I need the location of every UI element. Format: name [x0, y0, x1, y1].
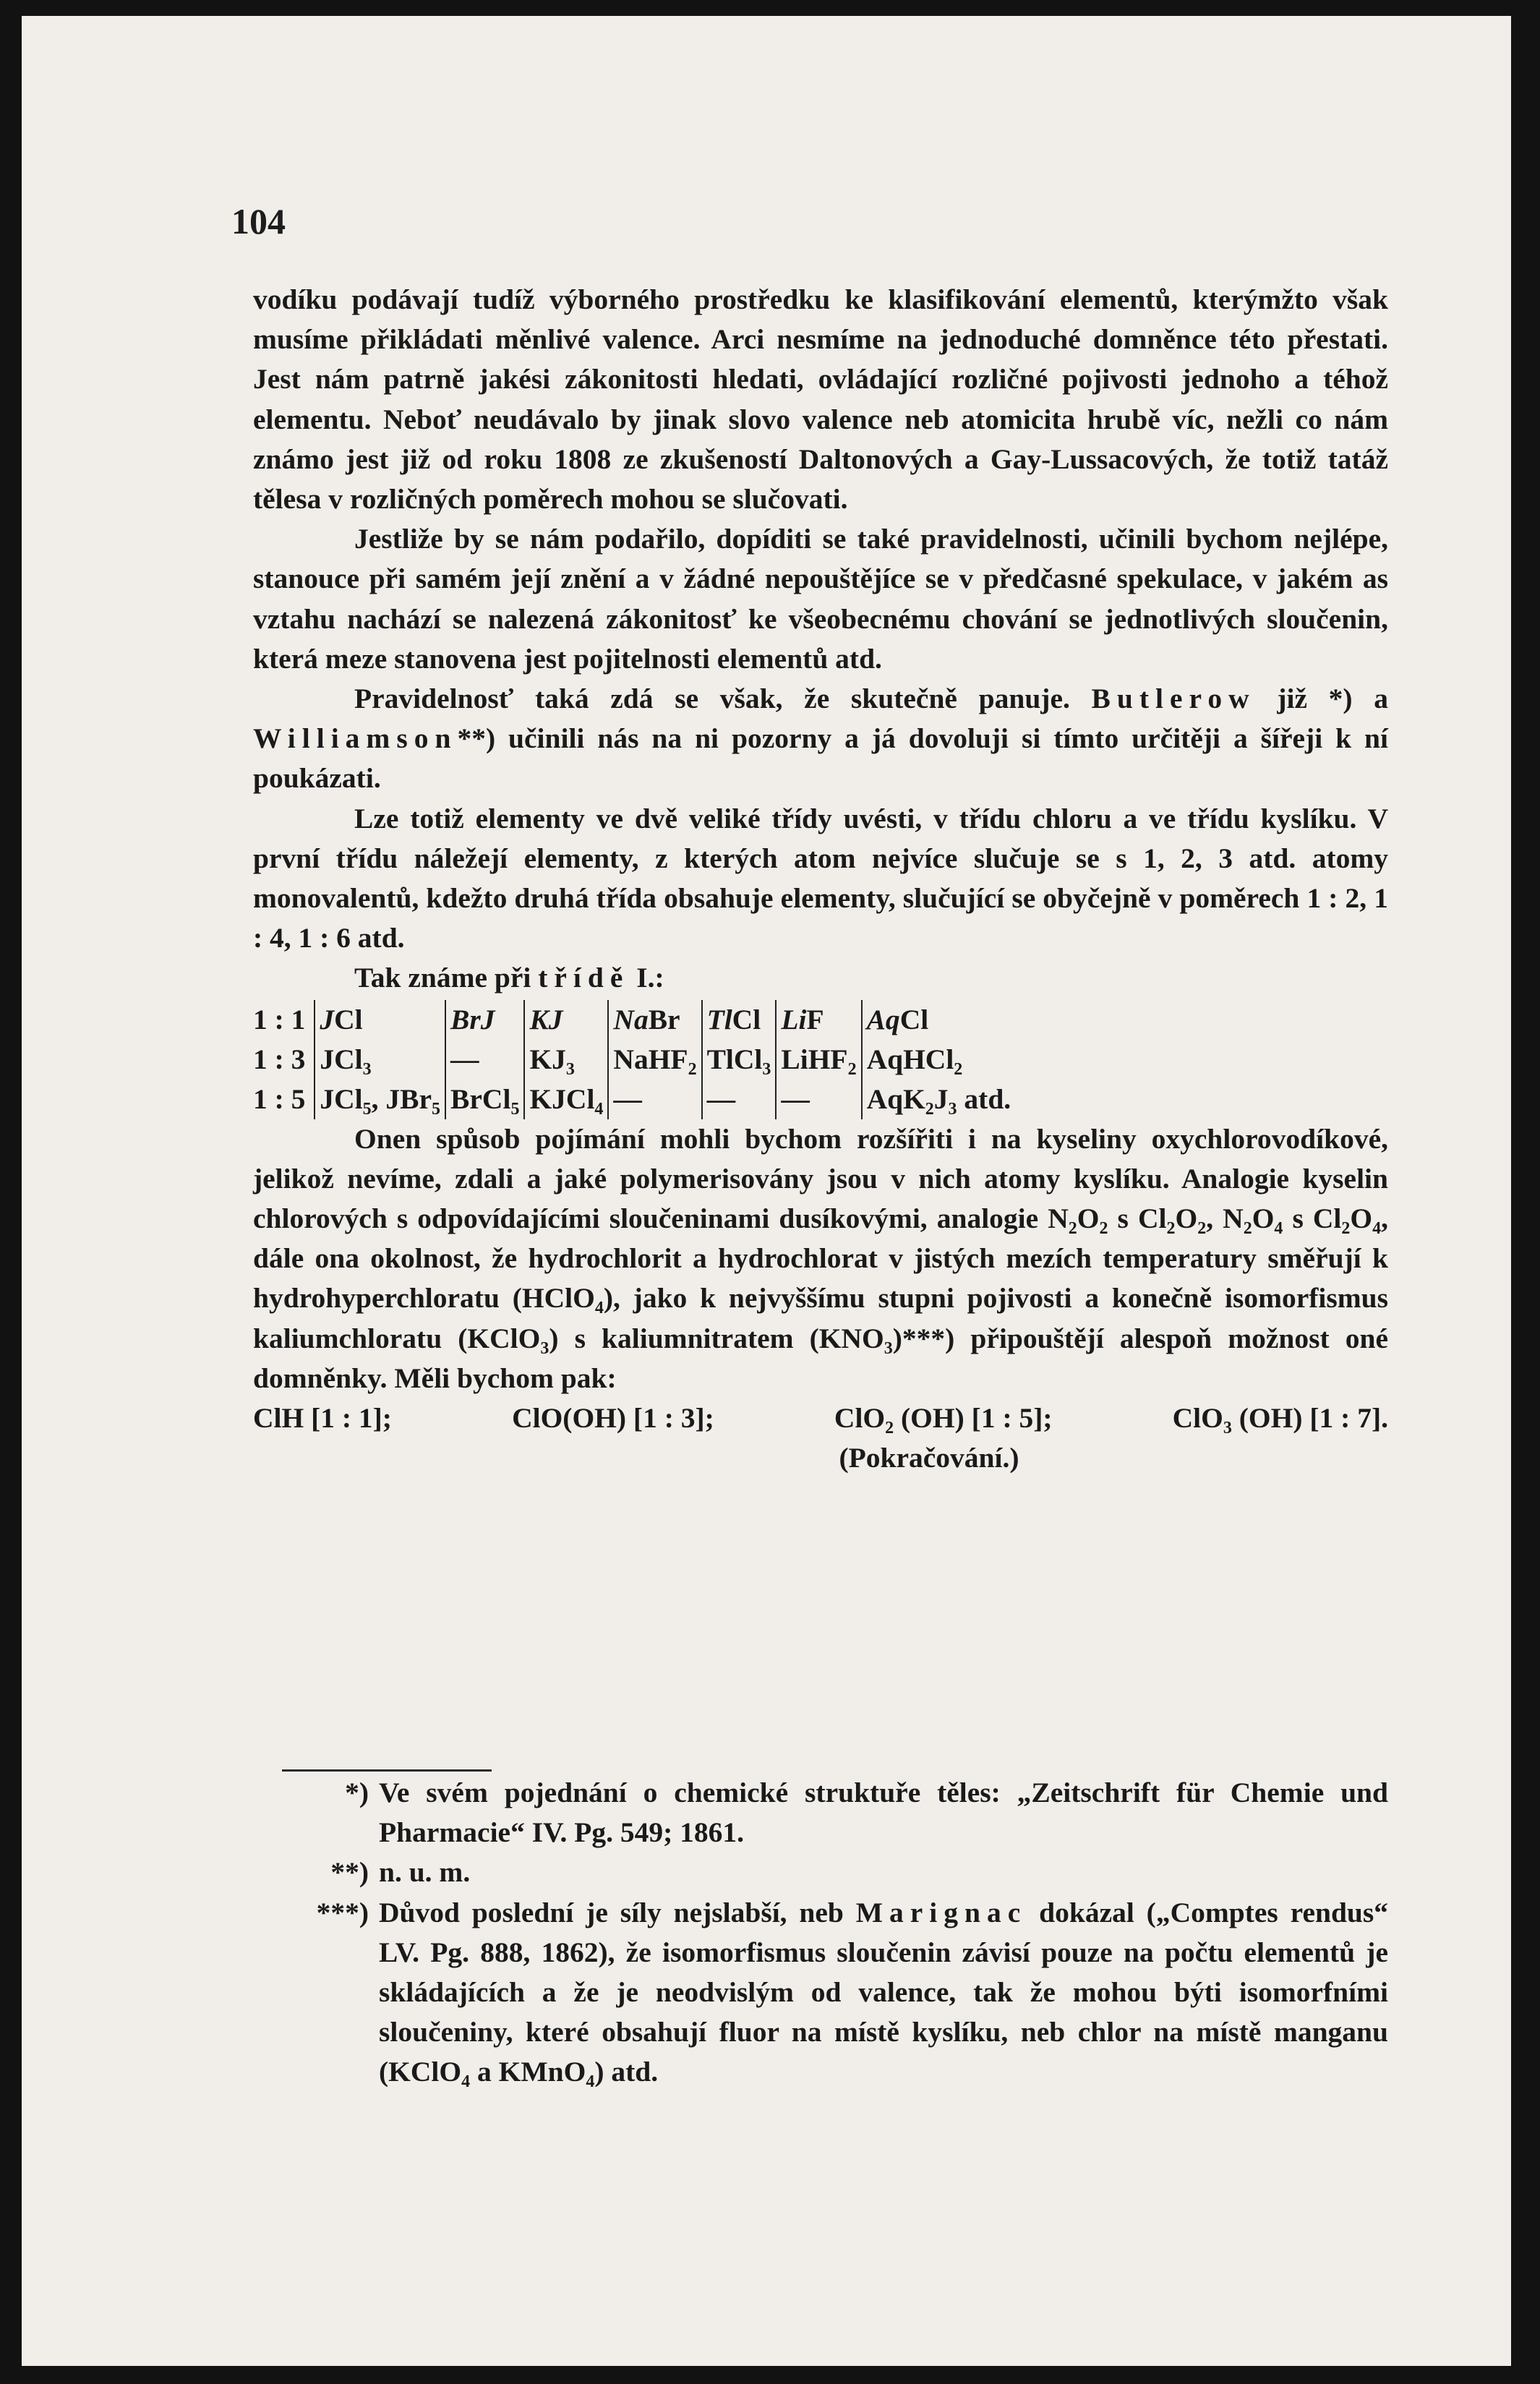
compound-cell: TlCl: [702, 1000, 777, 1040]
footnotes: [253, 1773, 1388, 2093]
formula: ClH [1 : 1];: [253, 1402, 392, 1435]
compound-cell: TlCl$_3$: [702, 1040, 777, 1080]
compound-cell: KJCl$_4$: [524, 1080, 608, 1119]
compound-cell: —: [445, 1040, 524, 1080]
footnote-rule: [282, 1769, 492, 1772]
compound-cell: LiHF$_2$: [776, 1040, 861, 1080]
continuation-note: (Pokračování.): [839, 1442, 1019, 1474]
author-butlerow: Butlerow: [1091, 683, 1256, 715]
paragraph-5: Tak známe při třídě I.:: [354, 962, 664, 994]
compound-cell: JCl: [315, 1000, 445, 1040]
compound-cell: KJ: [524, 1000, 608, 1040]
compound-cell: LiF: [776, 1000, 861, 1040]
compound-cell: —: [702, 1080, 777, 1119]
table-row: [253, 1000, 1015, 1040]
compound-cell: —: [608, 1080, 701, 1119]
compound-cell: BrJ: [445, 1000, 524, 1040]
paragraph-3: Pravidelnosť taká zdá se však, že skutečně panuje. Butlerow již *) a Williamson**) učinili nás na ni pozorny a já dovoluji si tímto určitěji a šířeji k ní poukázati.: [253, 683, 1388, 795]
paragraph-1: vodíku podávají tudíž výborného prostředku ke klasifikování elementů, kterýmžto však musíme přikládati měnlivé valence. Arci nesmíme na jednoduché domněnce této přestati. Jest nám patrně jakési zákonitosti hledati, ovládající rozličné pojivosti jednoho a téhož elementu. Neboť neudávalo by jinak slovo valence neb atomicita hrubě víc, nežli co nám známo jest již od roku 1808 ze zkušeností Daltonových a Gay-Lussacových, že totiž tatáž tělesa v rozličných poměrech mohou se slučovati.: [253, 283, 1388, 516]
main-text: [253, 280, 1388, 1478]
footnote-1: *) Ve svém pojednání o chemické struktuře těles: „Zeitschrift für Chemie und Pharmacie“ IV. Pg. 549; 1861.: [345, 1777, 1388, 1849]
page-number: 104: [231, 201, 286, 242]
table-row: [253, 1040, 1015, 1080]
formula: ClO$_2$ (OH) [1 : 5];: [834, 1402, 1053, 1438]
footnote-2: **) n. u. m.: [330, 1856, 471, 1889]
formula: ClO(OH) [1 : 3];: [512, 1402, 714, 1435]
compound-cell: —: [776, 1080, 861, 1119]
table-row: [253, 1080, 1015, 1119]
author-williamson: Williamson: [253, 722, 458, 755]
formula: ClO$_3$ (OH) [1 : 7].: [1172, 1402, 1388, 1438]
paragraph-6: Onen spůsob pojímání mohli bychom rozšířiti i na kyseliny oxychlorovodíkové, jelikož nevíme, zdali a jaké polymerisovány jsou v nich atomy kyslíku. Analogie kyselin chlorových s odpovídajícími sloučeninami dusíkovými, analogie $N_2O_2$ s $Cl_2O_2$, $N_2O_4$ s $Cl_2O_4$, dále ona okolnost, že hydrochlorit a hydrochlorat v jistých mezích temperatury směřují k hydrohyperchloratu (HClO$_4$), jako k nejvyššímu stupni pojivosti a konečně isomorfismus kaliumchloratu (KClO$_3$) s kaliumnitratem $(KNO_3)***$) připouštějí alespoň možnost oné domněnky. Měli bychom pak:: [253, 1122, 1389, 1394]
compound-cell: AqHCl$_2$: [866, 1043, 963, 1079]
compound-cell: JCl$_3$: [315, 1040, 445, 1080]
compound-cell: AqCl: [866, 1003, 929, 1035]
paragraph-2: Jestliže by se nám podařilo, dopíditi se také pravidelnosti, učinili bychom nejlépe, stanouce při samém její znění a v žádné nepouštějíce se v předčasné spekulace, v jakém as vztahu nachází se nalezená zákonitosť ke všeobecnému chování se jednotlivých sloučenin, která meze stanovena jest pojitelnosti elementů atd.: [253, 523, 1388, 675]
compound-cell: $KJ_3$: [524, 1040, 608, 1080]
paragraph-4: Lze totiž elementy ve dvě veliké třídy uvésti, v třídu chloru a ve třídu kyslíku. V první třídu náležejí elementy, z kterých atom nejvíce slučuje se s 1, 2, 3 atd. atomy monovalentů, kdežto druhá třída obsahuje elementy, slučující se obyčejně v poměrech 1 : 2, 1 : 4, 1 : 6 atd.: [253, 802, 1388, 954]
book-page: [22, 16, 1511, 2366]
compound-table: [253, 1000, 1015, 1119]
ratio-cell: 1 : 5: [253, 1080, 315, 1119]
ratio-cell: 1 : 3: [253, 1040, 315, 1080]
compound-cell: NaBr: [608, 1000, 701, 1040]
compound-cell: BrCl$_5$: [445, 1080, 524, 1119]
compound-cell: JCl$_5$, JBr$_5$: [315, 1080, 445, 1119]
author-marignac: Marignac: [855, 1896, 1027, 1928]
footnote-3: ***) Důvod poslední je síly nejslabší, neb Marignac dokázal („Comptes rendus“ LV. Pg. 888, 1862), že isomorfismus sloučenin závisí pouze na počtu elementů je skládajících a že je neodvislým od valence, tak že mohou býti isomorfními sloučeniny, které obsahují fluor na místě kyslíku, neb chlor na místě manganu (KClO$_4$ a KMnO$_4$) atd.: [316, 1896, 1389, 2092]
compound-cell: NaHF$_2$: [608, 1040, 701, 1080]
formula-line: [253, 1398, 1388, 1438]
compound-cell: $AqK_2J_3$ atd.: [866, 1082, 1011, 1119]
ratio-cell: 1 : 1: [253, 1000, 315, 1040]
